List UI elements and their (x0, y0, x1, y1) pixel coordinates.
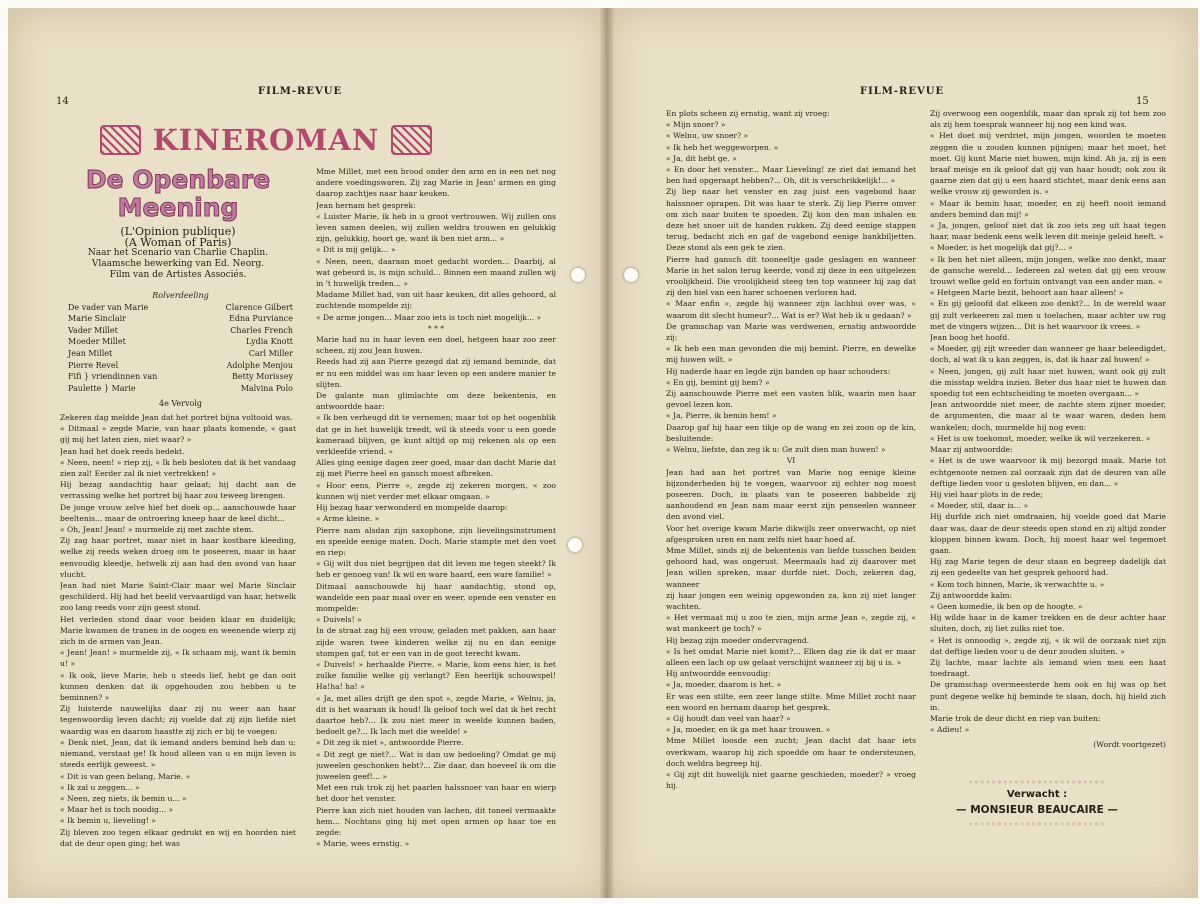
paragraph: Zekeren dag meldde Jean dat het portret bijna voltooid was. (60, 413, 293, 422)
paragraph: « Gij zijt dit huwelijk niet gaarne geschieden, moeder? » vroeg hij. (666, 769, 916, 791)
paragraph: Marie trok de deur dicht en riep van buiten: (930, 713, 1101, 723)
paragraph: Pierre nam alsdan zijn saxophone, zijn lievelingsinstrument en speelde eenige maten. Doch, Marie stampte met den voet en riep: (316, 525, 556, 557)
paragraph: « Duivels! » herhaalde Pierre. « Marie, kom eens hier, is het zulke familie welke gij verlangt? Een heerlijk schouwspel! Ha!ha! ha! » (316, 659, 556, 692)
paragraph: Zij liep naar het venster en zag juist een vagebond haar halssnoer oprapen. Dit was haar te sterk. Zij liep Pierre omver om zich naar buiten te spoeden. Zij kon den man inhalen en deze het snoer uit de handen rukken. Zij deed eenige stappen terug, bedacht zich en gaf de vagebond eenige bankbiljetten. Deze stond als een gek te zien. (666, 187, 916, 253)
cast-actor: Charles French (230, 325, 293, 335)
paragraph: Maar zij antwoordde: (930, 445, 1013, 455)
paragraph: « Hoor eens, Pierre », zegde zij zekeren morgen, « zoo kunnen wij niet verder met elkaar omgaan. » (316, 480, 556, 501)
paragraph: * * * (427, 323, 445, 333)
paragraph: En plots scheen zij ernstig, want zij vroeg: (666, 109, 830, 118)
cast-row (68, 383, 293, 395)
paragraph: « De arme jongen... Maar zoo iets is toch niet mogelijk... » (316, 312, 542, 322)
paragraph: « Dit zeg ik niet », antwoordde Pierre. (316, 738, 464, 748)
paragraph: « Kom toch binnen, Marie, ik verwachtte u. » (930, 579, 1105, 589)
paragraph: Zij antwoordde kalm: (930, 590, 1013, 600)
paragraph: Jean had het doek reeds bedekt. (60, 446, 185, 456)
cast-actor: Clarence Gilbert (225, 302, 293, 312)
paragraph: Hij bezag zijn moeder ondervragend. (666, 635, 810, 645)
paragraph: « En door het venster... Maar Lieveling! ze ziet dat iemand het ben had opgeraapt hebben?... Oh, dit is verschrikkelijk!... » (666, 165, 916, 186)
paragraph: Jean boog het hoofd. (930, 333, 1010, 343)
text-column-1 (60, 412, 296, 882)
ornament-right-icon (391, 125, 432, 155)
paragraph: Alles ging eenige dagen zeer goed, maar dan dacht Marie dat zij met Pierre heel en gansch moest afbreken. (316, 458, 556, 479)
paragraph: « Gij wilt dus niet begrijpen dat dit leven me tegen steekt? Ik heb er genoeg van! Ik wil en ware haard, een ware familie! » (316, 559, 556, 580)
paragraph: Het verleden stond daar voor beiden klaar en duidelijk; Marie kwamen de tranen in de oogen en weenende wierp zij zich in de armen van Jean. (60, 614, 296, 647)
ornament-left-icon (100, 125, 141, 155)
paragraph: « Het is de uwe waarvoor ik mij bezorgd maak. Marie tot echtgenoote nemen zal oorzaak zijn dat de deuren van alle deftige lieden voor u gesloten blijven, en dan... » (930, 456, 1166, 488)
page-fold (600, 8, 614, 898)
cast-actor: Malvina Polo (240, 383, 293, 393)
paragraph: « Ik ben het niet alleen, mijn jongen, welke zoo denkt, maar de gansche wereld... Iedereen zal weten dat gij een vrouw trouwt welke geld en fortuin ontvangt van een ander man. » (930, 254, 1166, 287)
subtitle-block (63, 226, 293, 281)
paragraph: « Maar enfin », zegde hij wanneer zijn lachbui over was, « waarom dit slecht humeur?... Wat is er? Wat heb ik u gedaan? » (666, 299, 916, 320)
paragraph: Zij aanschouwde Pierre met een vasten blik, waarin men haar gevoel lezen kon. (666, 389, 916, 410)
cast-row (68, 336, 293, 348)
text-column-2 (930, 108, 1166, 768)
paragraph: Zij luisterde nauwelijks daar zij nu weer aan haar tegenwoordig leven dacht; zij voelde dat zij zijn liefde niet waardig was en daarom haastte zij zich er bij te voegen: (60, 704, 296, 736)
running-head: FILM-REVUE (258, 86, 343, 97)
paragraph: Hij viel haar plots in de rede; (930, 489, 1043, 499)
paragraph: « Ik ben verheugd dit te vernemen; maar tot op het oogenblik dat ge in het huwelijk treedt, wil ik steeds voor u een goede kameraad blijven, ge kunt altijd op mij rekenen als op een verkleefde vriend. » (316, 413, 556, 457)
credit-line: Naar het Scenario van Charlie Chaplin. (87, 248, 269, 258)
cast-actor: Edna Purviance (229, 314, 293, 324)
subtitle-french: (L'Opinion publique) (120, 225, 236, 238)
paragraph: « Gij houdt dan veel van haar? » (666, 713, 791, 723)
ornament-line: ◦◦◦◦◦◦◦◦◦◦◦◦◦◦◦◦◦◦◦◦◦◦◦◦ (968, 820, 1106, 829)
paragraph: Marie had nu in haar leven een doel, hetgeen haar zoo zeer scheen, zij zou Jean huwen. (316, 335, 556, 356)
page-number: 15 (1136, 96, 1149, 107)
paragraph: « Ja, dit hebt ge. » (666, 153, 737, 163)
paragraph: « Dit zegt ge niet?... Wat is dan uw bedoeling? Omdat ge mij juweelen geschonken hebt?... Zie daar, dan hoeveel ik om die juweelen geef!... » (316, 749, 556, 781)
section-title: KINEROMAN (152, 123, 380, 157)
paragraph: « Ik heb een man gevonden die mij bemint. Pierre, en dewelke mij huwen wilt. » (666, 344, 916, 365)
paragraph: Madame Millet had, van uit haar keuken, dit alles gehoord, al zuchtende mompelde zij: (316, 290, 556, 311)
paragraph: « Ik heb het weggeworpen. » (666, 142, 779, 152)
paragraph: De gramschap overmeesterde hem ook en hij was op het punt degene welke hij beminde te slaan, doch, hij hield zich in. (930, 680, 1166, 712)
ornament-line: ◦◦◦◦◦◦◦◦◦◦◦◦◦◦◦◦◦◦◦◦◦◦◦◦ (968, 778, 1106, 787)
paragraph: « Het vermaat mij u zoo te zien, mijn arme Jean », zegde zij, « wat mankeert ge toch? » (666, 613, 916, 634)
paragraph: zij haar jongen een weinig opgewonden za, kon zij niet langer wachten. (666, 590, 916, 611)
paragraph: Jean had niet Marie Saint-Clair maar wel Marie Sinclair geschilderd. Hij had het beeld vervaardigd van haar, hetwelk zoo lang reeds voor zijn geest stond. (60, 581, 296, 613)
paragraph: « Neen, jongen, gij zult haar niet huwen, want ook gij zult die misstap weldra inzien. Beter dus haar niet te huwen dan spoedig tot een echtscheiding te moeten overgaan... » (930, 366, 1166, 399)
paragraph: « Ik zal u zeggen... » (60, 782, 140, 792)
paragraph: « Luister Marie, ik heb in u groot vertrouwen. Wij zullen ons leven samen deelen, wij zullen weldra trouwen en gelukkig zijn, gelukkig, hoort ge, want ik ben niet arm... » (316, 211, 556, 244)
paragraph: « Adieu! » (930, 725, 970, 735)
paragraph: « Ik bemin u, lieveling! » (60, 816, 156, 826)
cast-role: Pierre Revel (68, 360, 119, 370)
binding-hole (624, 268, 638, 282)
paragraph: « Geen komedie, ik ben op de hoogte. » (930, 601, 1083, 611)
paragraph: (Wordt voortgezet) (1093, 740, 1166, 750)
cast-role: De vader van Marie (68, 302, 149, 312)
coming-next-title: — MONSIEUR BEAUCAIRE — (956, 804, 1118, 816)
paragraph: « Ditmaal » zegde Marie, van haar plaats komende, « gaat gij mij het laten zien, niet waar? » (60, 424, 296, 445)
paragraph: Hij bezag aandachtig haar gelaat; hij dacht aan de verrassing welke het portret bij haar zou teweeg brengen. (60, 480, 296, 501)
paragraph: De gramschap van Marie was verdwenen, ernstig antwoordde zij: (666, 321, 916, 343)
paragraph: Met een ruk trok zij het paarlen halssnoer van haar en wierp het door het venster. (316, 783, 556, 804)
cast-row (68, 371, 293, 383)
cast-role: Vader Millet (68, 325, 118, 335)
cast-role: Moeder Millet (68, 337, 126, 347)
paragraph: « Neen, zeg niets, ik bemin u... » (60, 793, 187, 803)
paragraph: Mme Millet, met een brood onder den arm en in een net nog andere voedingswaren. Zij zag Marie in Jean' armen en ging daarop zachtjes naar haar keuken. (316, 167, 556, 199)
paragraph: « Is het omdat Marie niet komt?... Elken dag zie ik dat er maar alleen een lach op uw gelaat verschijnt wanneer zij bij u is. » (666, 646, 916, 667)
paragraph: « Moeder, is het mogelijk dat gij?... » (930, 243, 1073, 253)
paragraph: « Ja, jongen, geloof niet dat ik zoo iets zeg uit haat tegen haar, maar bedenk eens welk leven dit meisje geleid heeft. » (930, 221, 1166, 242)
paragraph: « Ja, Pierre, ik bemin hem! » (666, 411, 777, 421)
coming-next-box (922, 776, 1152, 831)
text-column-1 (666, 108, 916, 882)
cast-actor: Betty Morissey (232, 372, 293, 382)
cast-row (68, 348, 293, 360)
paragraph: « Het doet mij verdriet, mijn jongen, woorden te moeten zeggen die u zouden kunnen pijnigen; maar het moet, het moet. Gij kunt Marie niet huwen, mijn kind. Ah ja, zij is een braaf meisje en ik geloof dat gij van haar houdt; ook zou ik gaarne zien dat gij u een haard stichtet, maar denk eens aan welke vrouw zij geworden is. » (930, 131, 1166, 197)
cast-actor: Carl Miller (248, 348, 293, 358)
cast-row (68, 325, 293, 337)
paragraph: « Duivels! » (316, 615, 362, 625)
paragraph: Hij bezag haar verwonderd en mompelde daarop: (316, 503, 508, 513)
paragraph: « Het is uw toekomst, moeder, welke ik wil verzekeren. » (930, 433, 1151, 443)
paragraph: « En gij geloofd dat elkeen zoo denkt?... In de wereld waar gij zult verkeeren zal men u toelachen, maar achter uw rug met de vingers wijzen... Dit is het waarvoor ik vrees. » (930, 299, 1166, 331)
paragraph: In de straat zag hij een vrouw, geladen met pakken, aan haar zijde waren twee kinderen welke zij nu en dan eenige stompen gaf, tot er een van in de goot terecht kwam. (316, 626, 556, 658)
cast-row (68, 313, 293, 325)
paragraph: Jean antwoordde niet meer, de zachte stem zijner moeder, de argumenten, die maar al te waar waren, deden hem wankelen; doch, murmelde hij nog even: (930, 400, 1166, 432)
story-title (68, 166, 288, 222)
paragraph: « Marie, wees ernstig. » (316, 839, 410, 849)
paragraph: « Arme kleine. » (316, 514, 380, 524)
paragraph: « En gij, bemint gij hem? » (666, 377, 770, 387)
paragraph: Mme Millet loosde een zucht; Jean dacht dat haar iets overkwam, waarop hij zich spoedde om haar te ondersteunen, doch weldra begreep hij. (666, 736, 916, 768)
paragraph: Hij wilde haar in de kamer trekken en de deur achter haar sluiten, doch, zij liet zulks niet toe. (930, 613, 1166, 634)
paragraph: « Ja, moeder, daarom is het. » (666, 680, 782, 690)
paragraph: « Welnu, uw snoer? » (666, 131, 749, 141)
paragraph: « Het is onnoodig », zegde zij, « ik wil de oorzaak niet zijn dat deftige lieden voor u de deur zouden sluiten. » (930, 635, 1166, 656)
paragraph: Zij bleven zoo tegen elkaar gedrukt en wij en hoorden niet dat de deur open ging; het was (60, 827, 296, 848)
paragraph: De jonge vrouw zelve hief het doek op... aanschouwde haar beeltenis... maar de ontroering kneep haar de keel dicht... (60, 502, 296, 523)
paragraph: Zij zag haar portret, maar niet in haar kostbare kleeding, welke zij reeds weken droeg om te poseeren, maar in haar eenvoudig kleedje, hetwelk zij aan had den avond van haar vlucht. (60, 536, 296, 579)
cast-row (68, 360, 293, 372)
paragraph: « Jean! Jean! » murmelde zij, « Ik schaam mij, want ik bemin u! » (60, 648, 296, 669)
credit-line: Vlaamsche bewerking van Ed. Neorg. (91, 259, 265, 269)
paragraph: « Dit is mij gelijk... » (316, 245, 396, 255)
cast-row (68, 302, 293, 314)
paragraph: « Moeder, gij zijt wreeder dan wanneer ge haar beleedigdet, doch, al wat ik u kan zeggen, is, dat ik haar zal huwen! » (930, 344, 1166, 365)
paragraph: Ditmaal aanschouwde hij haar aandachtig, stond op, wandelde een paar maal over en weer, opende een venster en mompelde: (316, 581, 556, 613)
paragraph: « Dit is van geen belang, Marie. » (60, 771, 191, 781)
paragraph: Mme Millet, sinds zij de bekentenis van liefde tusschen beiden gehoord had, was ongerust. Meermaals had zij daarover met Jean willen spreken, maar durfde niet. Doch, zekeren dag, wanneer (666, 545, 916, 589)
paragraph: Daarop gaf hij haar een tikje op de wang en zei zoon op de kin, besluitende: (666, 422, 916, 443)
paragraph: « Maar ik bemin haar, moeder, en zij heeft nooit iemand anders bemind dan mij! » (930, 198, 1166, 219)
text-column-2 (316, 166, 556, 882)
paragraph: « Ja, moeder, en ik ga met haar trouwen. » (666, 725, 831, 735)
paragraph: Hij naderde haar en legde zijn banden op haar schouders: (666, 366, 891, 376)
paragraph: « Mijn snoer? » (666, 120, 726, 130)
paragraph: Pierre kan zich niet houden van lachen, dit toneel vermaakte hem... Nochtans ging hij met open armen op haar toe en zegde: (316, 805, 556, 837)
paragraph: De galante man glimlachte om deze bekentenis, en antwoordde haar: (316, 391, 556, 412)
right-page (608, 8, 1198, 898)
page-number: 14 (56, 96, 69, 107)
paragraph: « Ik ook, lieve Marie, heb u steeds lief, hebt ge dan ooit kunnen denken dat ik opgehouden zou hebben u te beminnen? » (60, 670, 296, 703)
paragraph: « Maar het is toch noodig... » (60, 805, 174, 815)
cast-role: Marie Sinclair (68, 314, 127, 324)
paragraph: Pierre had gansch dit tooneeltje gade geslagen en wanneer Marie in het salon terug keerde, vond zij deze in een uitgelezen vroolijkheid. Die vroolijkheid steeg ten top wanneer hij zag dat zij den hiel van een harer schoenen verloren had. (666, 254, 916, 298)
running-head: FILM-REVUE (860, 86, 945, 97)
paragraph: « Neen, neen, daaraan moet gedacht worden... Daarbij, al wat gebeurd is, is mijn schuld... Binnen een maand zullen wij in 't huwelijk treden... » (316, 256, 556, 289)
paragraph: Voor het overige kwam Marie dikwijls zeer onverwacht, op niet afgesproken uren en nam zelfs niet haar hoed af. (666, 523, 916, 544)
cast-list (68, 290, 293, 410)
paragraph: « Denk niet, Jean, dat ik iemand anders bemind heb dan u; niemand, verstaat ge! Ik houd alleen van u en mijn leven is steeds eerlijk geweest. » (60, 737, 296, 770)
paragraph: Er was een stilte, een zeer lange stilte. Mme Millet zocht naar een woord en hernam daarop het gesprek. (666, 691, 916, 712)
binding-hole (568, 538, 582, 552)
kineroman-banner (100, 122, 432, 158)
subtitle-english: (A Woman of Paris) (124, 236, 232, 249)
cast-role: Fifi } vriendinnen van (68, 372, 158, 382)
paragraph: Hij zag Marie tegen de deur staan en begreep dadelijk dat zij een gedeelte van het gesprek gehoord had. (930, 557, 1166, 578)
paragraph: « Moeder, stil, daar is... » (930, 501, 1029, 511)
paragraph: VI (786, 456, 796, 466)
left-page (8, 8, 608, 898)
paragraph: Hij antwoordde eenvoudig: (666, 669, 771, 679)
paragraph: « Hetgeen Marie bezit, behoort aan haar alleen! » (930, 288, 1124, 298)
installment-label: 4e Vervolg (159, 399, 202, 409)
paragraph: Zij overwoog een oogenblik, maar dan sprak zij tot hem zoo als zij hem toesprak wanneer hij nog een kind was. (930, 109, 1166, 130)
cast-role: Jean Millet (68, 348, 113, 358)
paragraph: « Welnu, liefste, dan zeg ik u: Ge zult dien man huwen! » (666, 445, 886, 455)
cast-header: Rolverdeeling (152, 291, 209, 300)
binding-hole (571, 268, 585, 282)
paragraph: Reeds had zij aan Pierre gezegd dat zij iemand beminde, dat er nu een middel was om haar leven op een andere manier te slijten. (316, 357, 556, 389)
coming-next-label: Verwacht : (1006, 789, 1068, 800)
cast-actor: Adolphe Menjou (226, 360, 293, 370)
story-title-line: De Openbare (85, 165, 271, 194)
paragraph: Jean had aan het portret van Marie nog eenige kleine bijzonderheden bij te voegen, waarvoor zij echter nog moest poseeren. Doch, in plaats van te poseeren babbelde zij aanhoudend en Jean nam maar eerst zijn penseelen wanneer den avond viel. (666, 467, 916, 522)
paragraph: Jean hernam het gesprek: (316, 200, 416, 210)
paragraph: « Ja, met alles drijft ge den spot », zegde Marie, « Welnu, ja, dit is het waaraan ik houd! Ik geloof toch wel dat ik het recht daartoe heb?... Ik zou niet meer in weelde kunnen baden, bedoelt ge?... Ik lach met die weelde! » (316, 693, 556, 737)
paragraph: « Oh, Jean! Jean! » murmelde zij met zachte stem. (60, 525, 254, 535)
cast-actor: Lydia Knott (245, 337, 293, 347)
paragraph: Hij durfde zich niet omdraaien, hij voelde goed dat Marie daar was, daar de deur steeds open stond en zij altijd zonder kloppen binnen kwam. Doch, hij moest haar wel tegemoet gaan. (930, 512, 1166, 555)
cast-role: Paulette } Marie (68, 383, 136, 393)
paragraph: Zij lachte, maar lachte als iemand wien men een haat toedraagt. (930, 657, 1166, 679)
credit-line: Film van de Artistes Associés. (109, 270, 247, 280)
paragraph: « Neen, neen! » riep zij, « Ik heb besloten dat ik het vandaag zien zal! Eerder zal ik niet vertrekken! » (60, 457, 296, 479)
story-title-line: Meening (117, 193, 239, 222)
